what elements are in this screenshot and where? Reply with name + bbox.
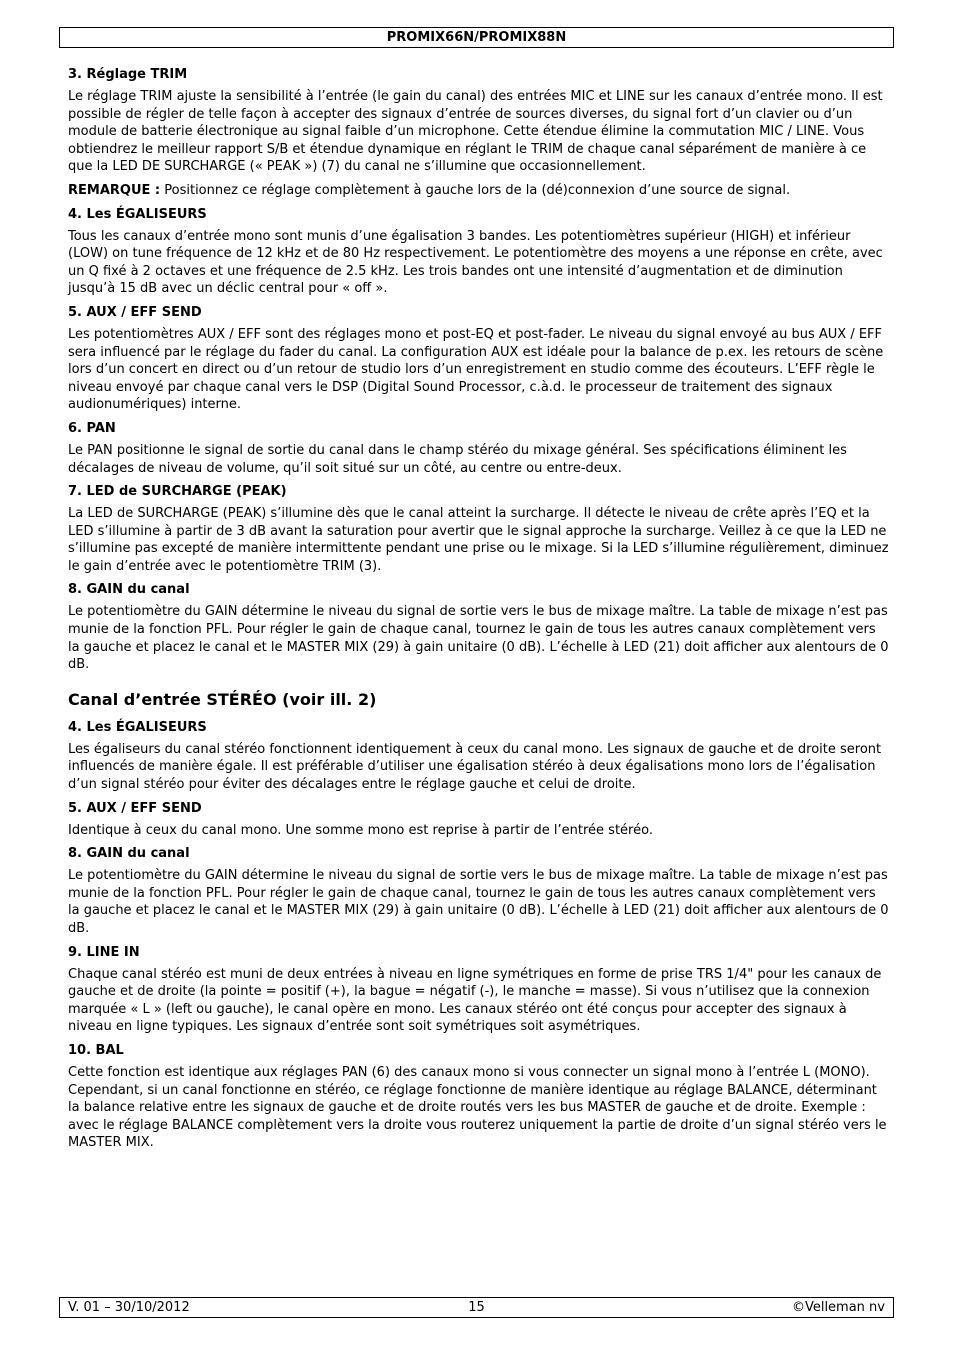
stereo-section-aux-eff — [68, 800, 890, 840]
stereo-section-egaliseurs — [68, 719, 890, 794]
section-text: Le PAN positionne le signal de sortie du canal dans le champ stéréo du mixage général. Ses spécifications éliminent les décalages de niveau de volume, qu’il soit situé sur un côté, au centre ou entre-deux. — [68, 442, 847, 476]
footer-page-number: 15 — [468, 1300, 485, 1315]
document-body — [68, 66, 890, 1158]
section-heading: 7. LED de SURCHARGE (PEAK) — [68, 484, 287, 500]
section-pan — [68, 420, 890, 477]
section-heading: 8. GAIN du canal — [68, 846, 190, 862]
section-heading: 10. BAL — [68, 1042, 124, 1058]
section-text: Le potentiomètre du GAIN détermine le niveau du signal de sortie vers le bus de mixage maître. La table de mixage n’est pas munie de la fonction PFL. Pour régler le gain de chaque canal, tournez le gain de tous les autres canaux complètement vers la gauche et placez le canal et le MASTER MIX (29) à gain unitaire (0 dB). L’échelle à LED (21) doit afficher aux alentours de 0 dB. — [68, 868, 889, 936]
section-text: Le potentiomètre du GAIN détermine le niveau du signal de sortie vers le bus de mixage maître. La table de mixage n’est pas munie de la fonction PFL. Pour régler le gain de chaque canal, tournez le gain de tous les autres canaux complètement vers la gauche et placez le canal et le MASTER MIX (29) à gain unitaire (0 dB). L’échelle à LED (21) doit afficher aux alentours de 0 dB. — [68, 604, 889, 673]
header-title: PROMIX66N/PROMIX88N — [386, 30, 567, 45]
section-heading: 8. GAIN du canal — [68, 582, 190, 598]
page-footer — [59, 1297, 894, 1318]
section-text: Le réglage TRIM ajuste la sensibilité à l’entrée (le gain du canal) des entrées MIC et LINE sur les canaux d’entrée mono. Il est possible de régler de telle façon à accepter des signaux d’entrée de sources diverses, du signal fort d’un clavier ou d’un module de batterie électronique au signal faible d’un microphone. Cette étendue élimine la commutation MIC / LINE. Vous obtiendrez le meilleur rapport S/B et étendue dynamique en réglant le TRIM de chaque canal séparément de manière à ce que la LED DE SURCHARGE (« PEAK ») (7) du canal ne s’illumine que occasionnellement. — [68, 89, 883, 175]
section-heading: 3. Réglage TRIM — [68, 67, 188, 82]
section-gain — [68, 581, 890, 673]
note-label: REMARQUE : — [68, 182, 161, 198]
footer-copyright: ©Velleman nv — [791, 1300, 885, 1315]
section-text: Cette fonction est identique aux réglages PAN (6) des canaux mono si vous connecter un signal mono à l’entrée L (MONO). Cependant, si un canal fonctionne en stéréo, ce réglage fonctionne de manière identique au réglage BALANCE, déterminant la balance relative entre les signaux de gauche et de droite routés vers les bus MASTER de gauche et de droite. Exemple : avec le réglage BALANCE complètement vers la droite vous routerez uniquement la partie de droite d’un signal stéréo vers le MASTER MIX. — [68, 1064, 887, 1151]
section-text: Identique à ceux du canal mono. Une somme mono est reprise à partir de l’entrée stéréo. — [68, 822, 653, 838]
section-text: Tous les canaux d’entrée mono sont munis d’une égalisation 3 bandes. Les potentiomètres supérieur (HIGH) et inférieur (LOW) on tune fréquence de 12 kHz et de 80 Hz respectivement. Le potentiomètre des moyens a une réponse en crête, avec un Q fixé à 2 octaves et une fréquence de 2.5 kHz. Les trois bandes ont une intensité d’augmentation et de diminution jusqu’à 15 dB avec un déclic central pour « off ». — [68, 228, 883, 297]
stereo-section-bal — [68, 1042, 890, 1152]
stereo-title: Canal d’entrée STÉRÉO (voir ill. 2) — [68, 689, 377, 709]
section-heading: 9. LINE IN — [68, 944, 140, 960]
section-aux-eff — [68, 304, 890, 414]
section-text: Les égaliseurs du canal stéréo fonctionnent identiquement à ceux du canal mono. Les signaux de gauche et de droite seront influencés de manière égale. Il est préférable d’utiliser une égalisation stéréo à deux égalisations mono lors de l’égalisation d’un signal stéréo pour éviter des décalages entre le réglage gauche et celui de droite. — [68, 741, 882, 793]
section-egaliseurs — [68, 206, 890, 298]
page-header — [59, 27, 894, 48]
section-heading: 5. AUX / EFF SEND — [68, 304, 202, 320]
stereo-section-line-in — [68, 944, 890, 1036]
section-text: La LED de SURCHARGE (PEAK) s’illumine dès que le canal atteint la surcharge. Il détecte le niveau de crête après l’EQ et la LED s’illumine à partir de 3 dB avant la saturation pour avertir que le signal approche la surcharge. Veillez à ce que la LED ne s’illumine pas excepté de manière intermittente pendant une prise ou le mixage. Si la LED s’illumine régulièrement, diminuez le gain d’entrée avec le potentiomètre TRIM (3). — [68, 506, 889, 574]
section-led-peak — [68, 483, 890, 575]
section-heading: 5. AUX / EFF SEND — [68, 800, 202, 816]
footer-version: V. 01 – 30/10/2012 — [68, 1300, 190, 1315]
section-heading: 4. Les ÉGALISEURS — [68, 719, 207, 735]
note-paragraph — [68, 182, 890, 200]
section-trim — [68, 66, 890, 200]
stereo-section-gain — [68, 845, 890, 937]
section-heading: 4. Les ÉGALISEURS — [68, 206, 207, 222]
section-text: Chaque canal stéréo est muni de deux entrées à niveau en ligne symétriques en forme de prise TRS 1/4" pour les canaux de gauche et de droite (la pointe = positif (+), la bague = négatif (-), le manche = masse). Si vous n’utilisez que la connexion marquée « L » (left ou gauche), le canal opère en mono. Les canaux stéréo ont été conçus pour accepter des signaux à niveau en ligne typiques. Les signaux d’entrée sont soit symétriques soit asymétriques. — [68, 966, 882, 1035]
section-text: Les potentiomètres AUX / EFF sont des réglages mono et post-EQ et post-fader. Le niveau du signal envoyé au bus AUX / EFF sera influencé par le réglage du fader du canal. La configuration AUX est idéale pour la balance de p.ex. les retours de scène lors d’un concert en direct ou d’un retour de studio lors d’un enregistrement en studio comme des écouteurs. L’EFF règle le niveau envoyé par chaque canal vers le DSP (Digital Sound Processor, c.à.d. le processeur de traitement des signaux audionumériques) interne. — [68, 326, 884, 413]
section-heading: 6. PAN — [68, 420, 116, 436]
note-text: Positionnez ce réglage complètement à gauche lors de la (dé)connexion d’une source de signal. — [160, 182, 791, 198]
